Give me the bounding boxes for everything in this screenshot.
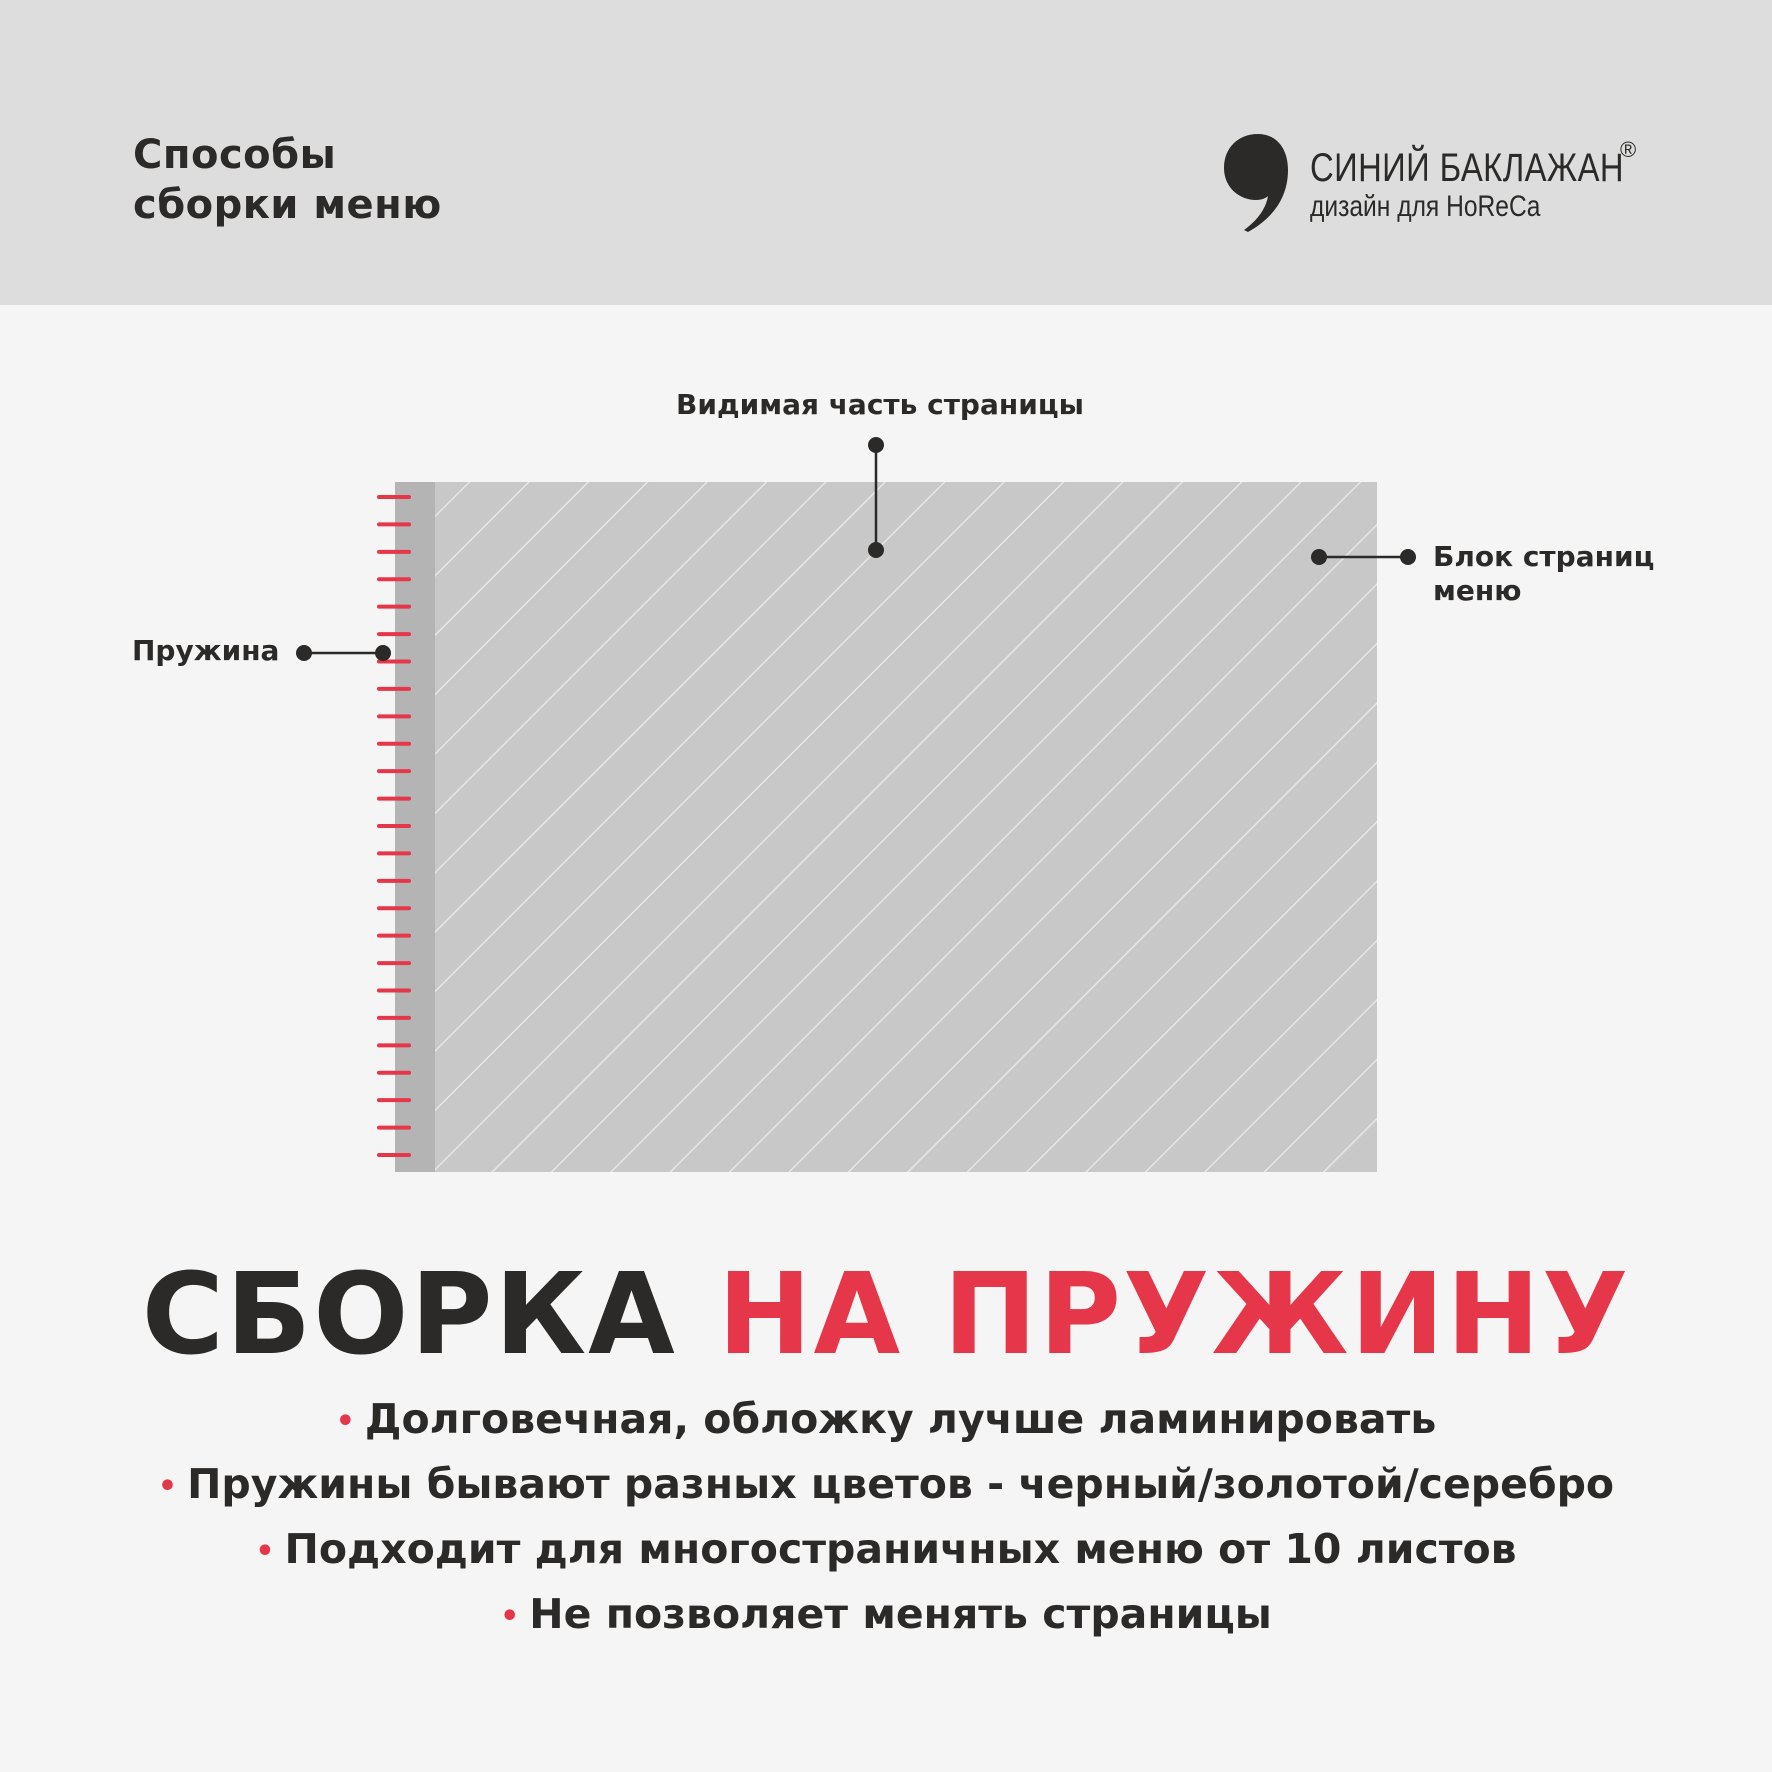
bullet-dot-icon: • [157, 1469, 178, 1504]
logo-registered-mark: ® [1620, 137, 1637, 162]
callout-dot-spring-right [375, 645, 391, 661]
list-item-text: Подходит для многостраничных меню от 10 листов [284, 1525, 1517, 1573]
bullet-dot-icon: • [500, 1599, 520, 1634]
bullet-dot-icon: • [255, 1534, 275, 1569]
list-item [0, 1453, 1772, 1518]
list-item [0, 1583, 1772, 1648]
callout-dot-block-left [1311, 549, 1327, 565]
headline-part1: СБОРКА [141, 1250, 677, 1380]
features-list [0, 1388, 1772, 1648]
headline-part2: НА ПРУЖИНУ [717, 1250, 1631, 1380]
page-title-line1: Способы [133, 132, 337, 178]
list-item-text: Долговечная, обложку лучше ламинировать [364, 1395, 1437, 1443]
list-item-text: Пружины бывают разных цветов - черный/золотой/серебро [187, 1460, 1615, 1508]
callout-dot-block-right [1400, 549, 1416, 565]
list-item [0, 1518, 1772, 1583]
list-item [0, 1388, 1772, 1453]
callout-dot-visible-bottom [868, 542, 884, 558]
label-spring: Пружина [132, 634, 280, 667]
callout-dot-spring-left [296, 645, 312, 661]
label-page-block-line2: меню [1433, 574, 1522, 607]
logo-tagline: дизайн для HoReCa [1310, 190, 1541, 223]
callout-dot-visible-top [868, 437, 884, 453]
label-page-block [1433, 540, 1654, 608]
page-title-line2: сборки меню [133, 182, 442, 228]
label-visible-part: Видимая часть страницы [676, 388, 1084, 421]
logo-name: СИНИЙ БАКЛАЖАН [1310, 146, 1624, 190]
list-item-text: Не позволяет менять страницы [529, 1590, 1272, 1638]
headline [0, 1250, 1772, 1380]
hatch-fill [435, 482, 1377, 1172]
label-page-block-line1: Блок страниц [1433, 540, 1655, 573]
bullet-dot-icon: • [335, 1404, 355, 1439]
